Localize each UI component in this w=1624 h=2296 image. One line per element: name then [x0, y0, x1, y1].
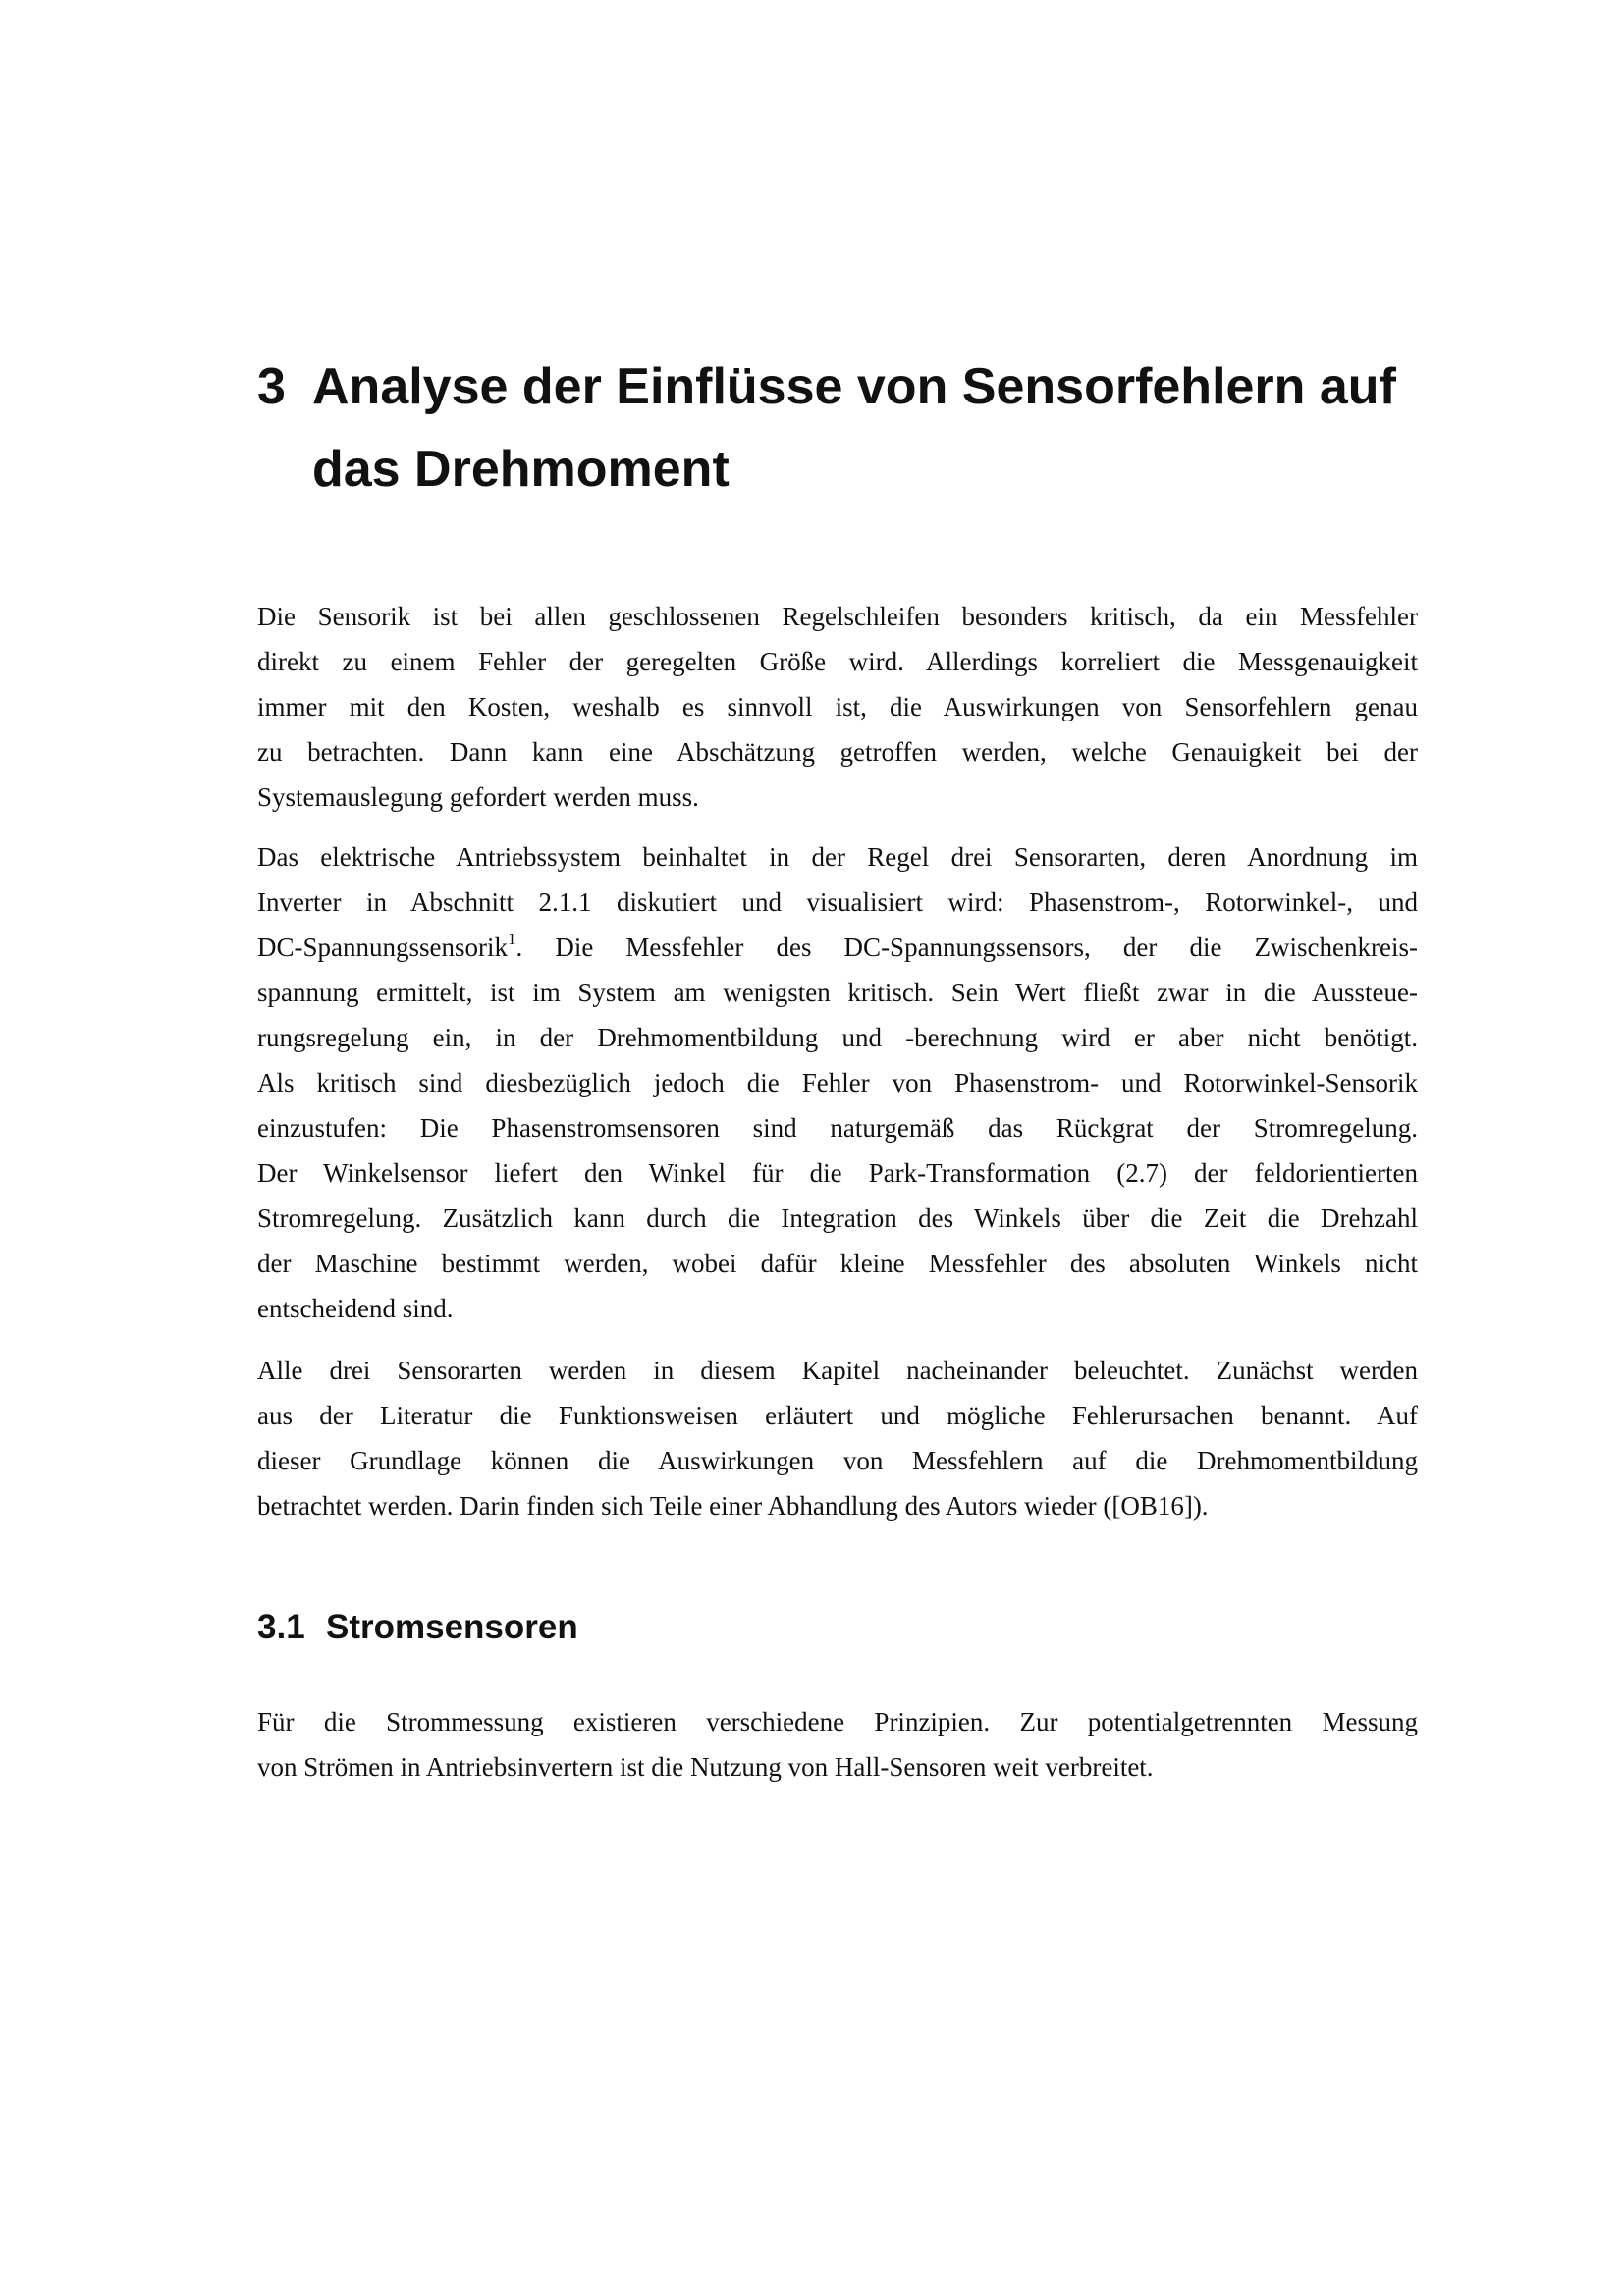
text-line: Alle drei Sensorarten werden in diesem Kapitel nacheinander beleuchtet. Zunächst werden [257, 1356, 1418, 1385]
text-line: Für die Strommessung existieren verschiedene Prinzipien. Zur potentialgetrennten Messung [257, 1707, 1418, 1736]
text-line: spannung ermittelt, ist im System am wenigsten kritisch. Sein Wert fließt zwar in die Aussteue- [257, 978, 1418, 1007]
text-line: aus der Literatur die Funktionsweisen erläutert und mögliche Fehlerursachen benannt. Auf [257, 1401, 1418, 1430]
text-line: entscheidend sind. [257, 1294, 454, 1323]
paragraph-3 [257, 1348, 1418, 1528]
footnote-marker[interactable]: 1 [508, 930, 516, 948]
text-line: Stromregelung. Zusätzlich kann durch die Integration des Winkels über die Zeit die Drehzahl [257, 1203, 1418, 1233]
paragraph-4 [257, 1699, 1418, 1789]
text-line: Der Winkelsensor liefert den Winkel für die Park-Transformation (2.7) der feldorientierten [257, 1158, 1418, 1188]
text-line: Systemauslegung gefordert werden muss. [257, 782, 699, 812]
section-number: 3.1 [257, 1608, 305, 1646]
text-line: Als kritisch sind diesbezüglich jedoch die Fehler von Phasenstrom- und Rotorwinkel-Sensorik [257, 1068, 1418, 1097]
text-line: betrachtet werden. Darin finden sich Teile einer Abhandlung des Autors wieder ([OB16]). [257, 1491, 1209, 1521]
text-fragment: . Die Messfehler des DC-Spannungssensors, der die Zwischenkreis- [515, 933, 1418, 962]
text-fragment: DC-Spannungssensorik [257, 933, 508, 962]
text-line: Das elektrische Antriebssystem beinhaltet in der Regel drei Sensorarten, deren Anordnung im [257, 842, 1418, 872]
text-line [257, 925, 1418, 970]
text-line: von Strömen in Antriebsinvertern ist die Nutzung von Hall-Sensoren weit verbreitet. [257, 1752, 1154, 1782]
text-line: immer mit den Kosten, weshalb es sinnvoll ist, die Auswirkungen von Sensorfehlern genau [257, 692, 1418, 721]
text-line: dieser Grundlage können die Auswirkungen von Messfehlern auf die Drehmomentbildung [257, 1446, 1418, 1475]
text-line: der Maschine bestimmt werden, wobei dafür kleine Messfehler des absoluten Winkels nicht [257, 1249, 1418, 1278]
paragraph-1 [257, 594, 1418, 820]
chapter-title-line-2: das Drehmoment [312, 441, 730, 498]
text-line: Inverter in Abschnitt 2.1.1 diskutiert und visualisiert wird: Phasenstrom-, Rotorwinkel-, und [257, 887, 1418, 917]
text-line: zu betrachten. Dann kann eine Abschätzung getroffen werden, welche Genauigkeit bei der [257, 737, 1418, 767]
section-heading [257, 1604, 578, 1651]
text-line: direkt zu einem Fehler der geregelten Größe wird. Allerdings korreliert die Messgenauigkeit [257, 647, 1418, 676]
section-title: Stromsensoren [326, 1608, 578, 1646]
chapter-title-line-1: Analyse der Einflüsse von Sensorfehlern auf [312, 358, 1396, 415]
text-line: einzustufen: Die Phasenstromsensoren sind naturgemäß das Rückgrat der Stromregelung. [257, 1113, 1418, 1143]
text-line: Die Sensorik ist bei allen geschlossenen Regelschleifen besonders kritisch, da ein Messfehler [257, 602, 1418, 631]
chapter-number: 3 [257, 358, 286, 415]
text-line: rungsregelung ein, in der Drehmomentbildung und -berechnung wird er aber nicht benötigt. [257, 1023, 1418, 1052]
paragraph-2 [257, 834, 1418, 1331]
